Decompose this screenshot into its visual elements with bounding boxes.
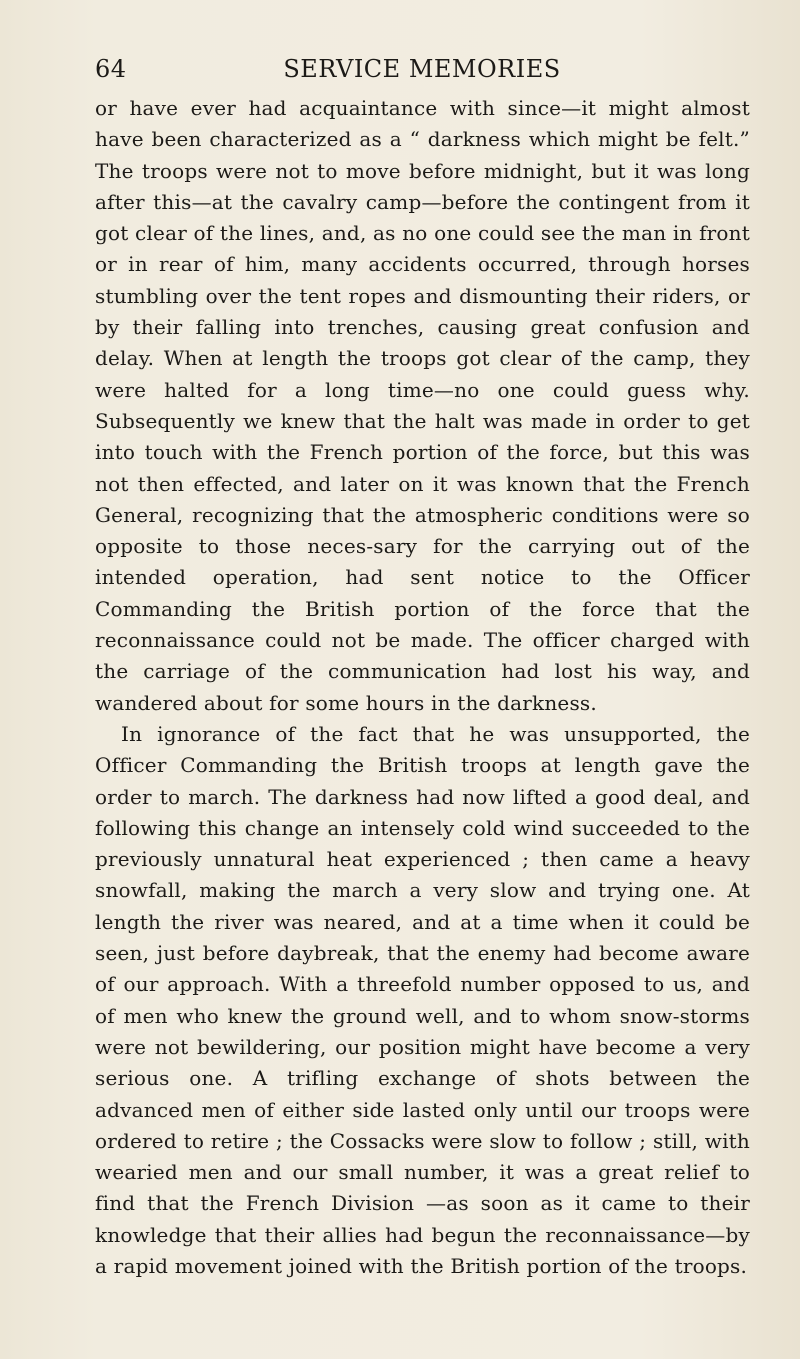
running-title: SERVICE MEMORIES [283, 55, 561, 83]
page-header [95, 52, 749, 86]
page-number: 64 [95, 55, 127, 83]
body-text [95, 93, 750, 1282]
paragraph-1: or have ever had acquaintance with since—it might almost have been characterized as a “ darkness which might be felt.” The troops were not to move before midnight, but it was long after this—at the cavalry camp—before the contingent from it got clear of the lines, and, as no one could see the man in front or in rear of him, many accidents occurred, through horses stumbling over the tent ropes and dismounting their riders, or by their falling into trenches, causing great confusion and delay. When at length the troops got clear of the camp, they were halted for a long time—no one could guess why. Subsequently we knew that the halt was made in order to get into touch with the French portion of the force, but this was not then effected, and later on it was known that the French General, recognizing that the atmospheric conditions were so opposite to those neces-sary for the carrying out of the intended operation, had sent notice to the Officer Commanding the British portion of the force that the reconnaissance could not be made. The officer charged with the carriage of the communication had lost his way, and wandered about for some hours in the darkness. [95, 96, 750, 715]
paragraph-2: In ignorance of the fact that he was unsupported, the Officer Commanding the British troops at length gave the order to march. The darkness had now lifted a good deal, and following this change an intensely cold wind succeeded to the previously unnatural heat experienced ; then came a heavy snowfall, making the march a very slow and trying one. At length the river was neared, and at a time when it could be seen, just before daybreak, that the enemy had become aware of our approach. With a threefold number opposed to us, and of men who knew the ground well, and to whom snow-storms were not bewildering, our position might have become a very serious one. A trifling exchange of shots between the advanced men of either side lasted only until our troops were ordered to retire ; the Cossacks were slow to follow ; still, with wearied men and our small number, it was a great relief to find that the French Division —as soon as it came to their knowledge that their allies had begun the reconnaissance—by a rapid movement joined with the British portion of the troops. [95, 721, 750, 1278]
